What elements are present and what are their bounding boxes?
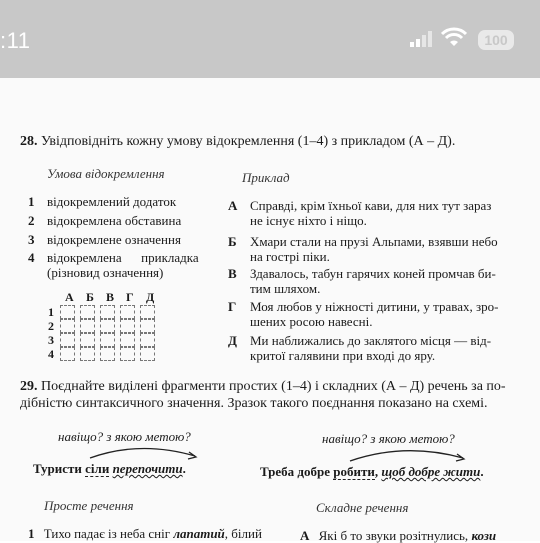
scheme-right-arrow-icon	[345, 444, 470, 464]
example-text: Моя любов у ніжності дитини, у травах, зро- шених росою навесні.	[250, 299, 499, 329]
answer-cell[interactable]	[120, 319, 135, 333]
conditions-header: Умова відокремлення	[47, 166, 165, 181]
answer-cell[interactable]	[80, 319, 95, 333]
complex-sentence-text: Які б то звуки розітнулись,	[318, 528, 472, 543]
scheme-period: .	[182, 461, 186, 476]
condition-text: відокремлений додаток	[47, 194, 177, 209]
example-text: Здавалось, табун гарячих коней промчав би- тим шляхом.	[250, 266, 496, 296]
condition-number: 2	[28, 213, 35, 228]
answer-cell[interactable]	[120, 333, 135, 347]
answer-cell[interactable]	[60, 347, 75, 361]
wifi-icon	[441, 27, 467, 47]
example-letter: Б	[228, 234, 237, 249]
answer-cell[interactable]	[60, 305, 75, 319]
scheme-word: Туристи	[33, 461, 86, 476]
simple-sentence-number: 1	[28, 526, 35, 541]
scheme-word: Треба добре	[260, 464, 334, 479]
scheme-period: .	[480, 464, 484, 479]
condition-text: відокремлене означення	[47, 232, 181, 247]
answer-cell[interactable]	[80, 347, 95, 361]
answer-cell[interactable]	[100, 347, 115, 361]
grid-column-label: А	[65, 290, 74, 304]
grid-column-label: Г	[126, 290, 134, 304]
cellular-signal-icon	[410, 31, 432, 47]
scheme-word-predicate: сіли	[85, 461, 110, 476]
example-letter: Д	[228, 333, 237, 348]
complex-sentence-letter: А	[300, 528, 310, 543]
q28-number: 28.	[20, 134, 38, 149]
answer-cell[interactable]	[120, 305, 135, 319]
grid-row-label: 4	[48, 347, 54, 361]
answer-cell[interactable]	[140, 347, 155, 361]
condition-text: відокремлена прикладка	[47, 250, 199, 265]
condition-number: 1	[28, 194, 35, 209]
example-text: Ми наближались до заклятого місця — від- критої галявини при вході до яру.	[250, 333, 492, 363]
answer-grid	[48, 290, 168, 365]
battery-level: 100	[484, 32, 508, 48]
q29-heading	[20, 379, 506, 395]
examples-header: Приклад	[242, 170, 290, 185]
scheme-left-arrow-icon	[85, 442, 205, 462]
simple-sentence-header: Просте речення	[44, 498, 134, 513]
q29-number: 29.	[20, 379, 38, 394]
scheme-right-sentence	[260, 464, 484, 480]
scheme-clause-adverbial: щоб добре жити	[381, 464, 481, 479]
grid-row-label: 2	[48, 319, 54, 333]
answer-cell[interactable]	[140, 333, 155, 347]
example-text: Справді, крім їхньої кави, для них тут зараз не існує ніхто і ніщо.	[250, 198, 492, 228]
complex-sentence-header: Складне речення	[316, 500, 409, 515]
example-letter: В	[228, 266, 237, 281]
scheme-left-sentence	[33, 461, 186, 477]
example-letter: Г	[228, 299, 237, 314]
status-time: :11	[0, 28, 31, 53]
scheme-word-predicate: робити	[333, 464, 375, 479]
answer-cell[interactable]	[80, 333, 95, 347]
answer-cell[interactable]	[140, 305, 155, 319]
answer-cell[interactable]	[100, 333, 115, 347]
scheme-right-question: навіщо? з якою метою?	[322, 431, 455, 446]
grid-column-label: Д	[146, 290, 155, 304]
scheme-word-adverbial: перепочити	[112, 461, 183, 476]
example-letter: А	[228, 198, 238, 213]
status-bar	[0, 0, 540, 78]
condition-text: відокремлена обставина	[47, 213, 182, 228]
battery-icon	[478, 30, 514, 50]
answer-cell[interactable]	[100, 319, 115, 333]
condition-number: 4	[28, 250, 35, 265]
q29-text-line1: Поєднайте виділені фрагменти простих (1–4) і складних (А – Д) речень за по-	[41, 379, 506, 394]
answer-cell[interactable]	[120, 347, 135, 361]
complex-sentence-highlight: кози	[471, 528, 497, 543]
q28-text: Увідповідніть кожну умову відокремлення (1–4) з прикладом (А – Д).	[41, 134, 456, 149]
condition-number: 3	[28, 232, 35, 247]
answer-cell[interactable]	[60, 319, 75, 333]
q28-heading	[20, 134, 455, 150]
textbook-page	[0, 78, 540, 541]
scheme-left-question: навіщо? з якою метою?	[58, 429, 191, 444]
answer-cell[interactable]	[100, 305, 115, 319]
grid-column-label: В	[106, 290, 115, 304]
answer-cell[interactable]	[60, 333, 75, 347]
answer-cell[interactable]	[140, 319, 155, 333]
simple-sentence-rest: , білий	[224, 526, 262, 541]
simple-sentence-highlight: лапатий	[173, 526, 225, 541]
scheme-comma: ,	[374, 464, 382, 479]
q29-text-line2: дібністю синтаксичного значення. Зразок такого поєднання показано на схемі.	[20, 396, 488, 411]
condition-text-continued: (різновид означення)	[47, 265, 164, 280]
simple-sentence-1	[28, 526, 262, 541]
simple-sentence-text: Тихо падає із неба сніг	[43, 526, 174, 541]
grid-column-label: Б	[86, 290, 94, 304]
grid-row-label: 1	[48, 305, 54, 319]
example-text: Хмари стали на прузі Альпами, взявши небо на гострі піки.	[250, 234, 498, 264]
grid-row-label: 3	[48, 333, 54, 347]
answer-cell[interactable]	[80, 305, 95, 319]
